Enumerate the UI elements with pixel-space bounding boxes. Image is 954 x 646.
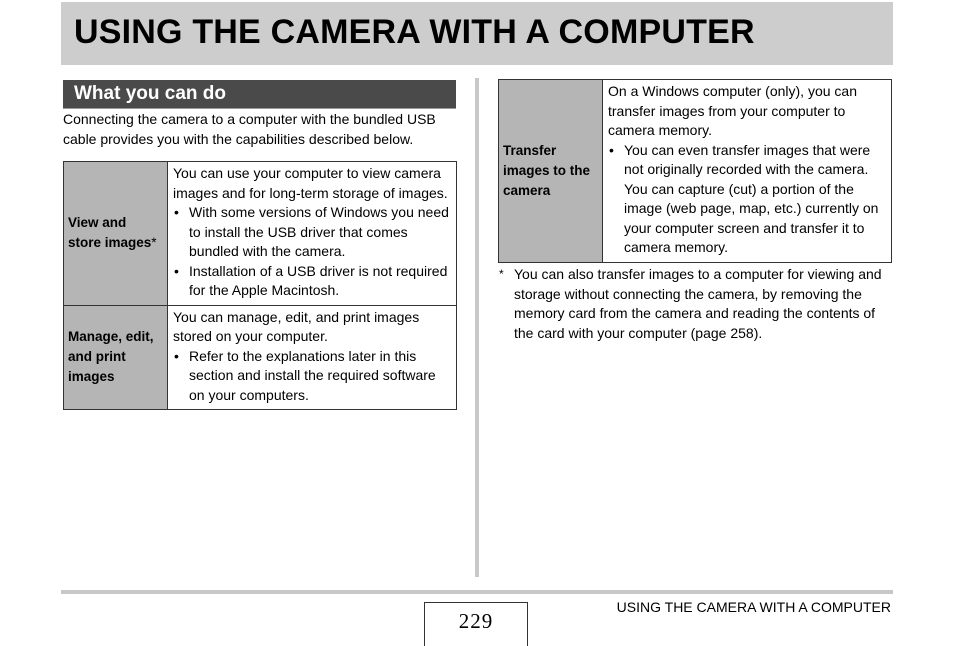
footnote-text: You can also transfer images to a computer for viewing and storage without connecting the camera, by removing the memory card from the camera and reading the contents of the card with your computer (page 258). [514, 266, 882, 341]
title-bar [61, 2, 893, 65]
row-label [499, 80, 603, 263]
row-description [168, 162, 457, 306]
table-row [499, 80, 892, 263]
column-divider [475, 78, 479, 577]
row-text: On a Windows computer (only), you can transfer images from your computer to camera memory. [608, 83, 857, 138]
bullet-item: • You can even transfer images that were not originally recorded with the camera. You can capture (cut) a portion of the image (web page, map, etc.) currently on your computer screen and transfer it to camera memory. [608, 141, 885, 258]
row-text: You can manage, edit, and print images stored on your computer. [173, 308, 420, 344]
row-label [64, 305, 168, 410]
footnote-mark: * [499, 267, 504, 281]
section-heading-bar [63, 80, 456, 109]
page-number: 229 [458, 609, 494, 633]
row-description [603, 80, 892, 263]
row-label-text: View and store images [68, 215, 152, 251]
section-heading: What you can do [74, 83, 226, 104]
footer-rule [61, 590, 893, 594]
footer-running-title: USING THE CAMERA WITH A COMPUTER [616, 599, 891, 615]
page-number-box [424, 602, 528, 646]
bullet-item: • Installation of a USB driver is not required for the Apple Macintosh. [173, 262, 450, 301]
table-row [64, 162, 457, 306]
intro-paragraph: Connecting the camera to a computer with the bundled USB cable provides you with the capabilities described below. [63, 111, 436, 147]
row-description [168, 305, 457, 410]
row-label [64, 162, 168, 306]
bullet-item: • Refer to the explanations later in this section and install the required software on your computers. [173, 347, 450, 406]
row-text: You can use your computer to view camera images and for long-term storage of images. [173, 165, 448, 201]
page-title: USING THE CAMERA WITH A COMPUTER [74, 13, 755, 51]
row-label-text: Manage, edit, and print images [68, 329, 154, 385]
capabilities-table [63, 161, 457, 410]
row-label-text: Transfer images to the camera [503, 142, 591, 198]
table-row [64, 305, 457, 410]
asterisk-mark: * [151, 235, 157, 251]
transfer-table [498, 79, 892, 263]
footnote [499, 265, 891, 343]
bullet-item: • With some versions of Windows you need to install the USB driver that comes bundled with the camera. [173, 203, 450, 262]
